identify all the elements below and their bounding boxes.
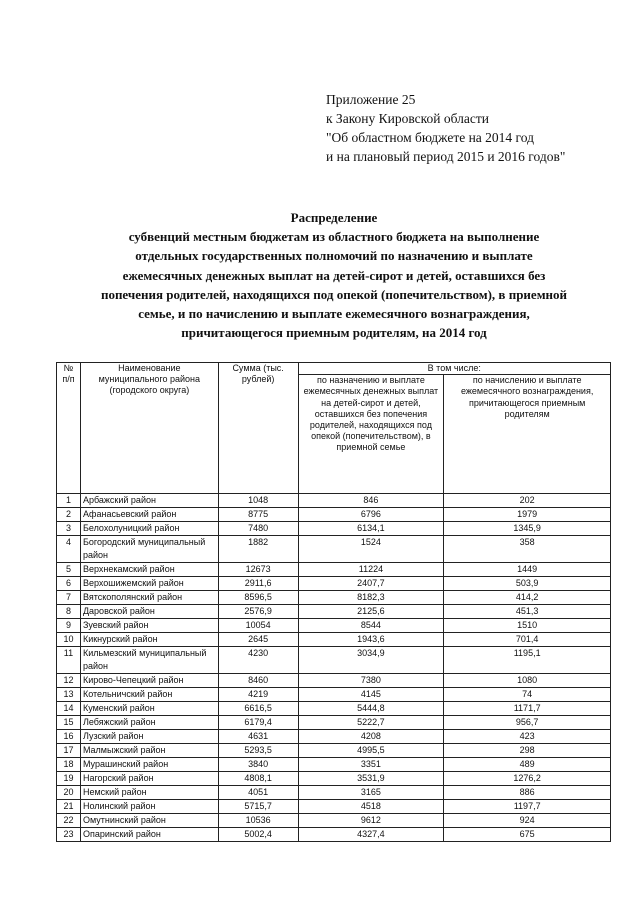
orphan-payments-value: 6796 (298, 508, 444, 522)
table-row (57, 814, 611, 828)
orphan-payments-value: 1943,6 (298, 633, 444, 647)
district-name: Немский район (80, 786, 218, 800)
orphan-payments-value: 5444,8 (298, 702, 444, 716)
appendix-block (326, 90, 565, 166)
total-sum: 8460 (218, 674, 298, 688)
orphan-payments-value: 3531,9 (298, 772, 444, 786)
row-number: 11 (57, 647, 81, 674)
row-number: 14 (57, 702, 81, 716)
total-sum: 4230 (218, 647, 298, 674)
total-sum: 10054 (218, 619, 298, 633)
total-sum: 10536 (218, 814, 298, 828)
district-name: Омутнинский район (80, 814, 218, 828)
heading-line-3: отдельных государственных полномочий по назначению и выплате (135, 248, 533, 264)
total-sum: 6179,4 (218, 716, 298, 730)
foster-remuneration-value: 1171,7 (444, 702, 611, 716)
district-name: Белохолуницкий район (80, 522, 218, 536)
foster-remuneration-value: 956,7 (444, 716, 611, 730)
orphan-payments-value: 3034,9 (298, 647, 444, 674)
total-sum: 2645 (218, 633, 298, 647)
row-number: 22 (57, 814, 81, 828)
total-sum: 8596,5 (218, 591, 298, 605)
district-name: Богородский муниципальный район (80, 536, 218, 563)
table-row (57, 591, 611, 605)
foster-remuneration-value: 1510 (444, 619, 611, 633)
foster-remuneration-value: 423 (444, 730, 611, 744)
table-body (57, 494, 611, 842)
district-name: Нолинский район (80, 800, 218, 814)
orphan-payments-value: 4208 (298, 730, 444, 744)
orphan-payments-value: 3351 (298, 758, 444, 772)
foster-remuneration-value: 298 (444, 744, 611, 758)
total-sum: 12673 (218, 563, 298, 577)
total-sum: 4219 (218, 688, 298, 702)
table-row (57, 772, 611, 786)
foster-remuneration-value: 1080 (444, 674, 611, 688)
subvention-table (56, 362, 611, 842)
total-sum: 3840 (218, 758, 298, 772)
district-name: Даровской район (80, 605, 218, 619)
foster-remuneration-value: 202 (444, 494, 611, 508)
district-name: Лебяжский район (80, 716, 218, 730)
foster-remuneration-value: 451,3 (444, 605, 611, 619)
foster-remuneration-value: 675 (444, 828, 611, 842)
header-foster-remuneration: по начислению и выплате ежемесячного вознаграждения, причитающегося приемным родителям (444, 375, 611, 494)
district-name: Верхнекамский район (80, 563, 218, 577)
foster-remuneration-value: 414,2 (444, 591, 611, 605)
district-name: Куменский район (80, 702, 218, 716)
foster-remuneration-value: 1276,2 (444, 772, 611, 786)
header-orphan-payments: по назначению и выплате ежемесячных денежных выплат на детей-сирот и детей, оставшихся без попечения родителей, находящихся под опекой (попечительством), в приемной семье (298, 375, 444, 494)
district-name: Зуевский район (80, 619, 218, 633)
total-sum: 5293,5 (218, 744, 298, 758)
foster-remuneration-value: 701,4 (444, 633, 611, 647)
heading-line-7: причитающегося приемным родителям, на 2014 год (181, 325, 487, 341)
header-name: Наименование муниципального района (городского округа) (80, 363, 218, 494)
foster-remuneration-value: 1449 (444, 563, 611, 577)
orphan-payments-value: 5222,7 (298, 716, 444, 730)
table-row (57, 563, 611, 577)
row-number: 9 (57, 619, 81, 633)
foster-remuneration-value: 1197,7 (444, 800, 611, 814)
table-row (57, 647, 611, 674)
table-row (57, 828, 611, 842)
orphan-payments-value: 7380 (298, 674, 444, 688)
appendix-line-2: к Закону Кировской области (326, 111, 490, 126)
table-row (57, 674, 611, 688)
table-row (57, 577, 611, 591)
table-row (57, 730, 611, 744)
table-row (57, 619, 611, 633)
row-number: 6 (57, 577, 81, 591)
district-name: Верхошижемский район (80, 577, 218, 591)
table-row (57, 758, 611, 772)
table-row (57, 605, 611, 619)
district-name: Кирово-Чепецкий район (80, 674, 218, 688)
foster-remuneration-value: 886 (444, 786, 611, 800)
appendix-line-3: "Об областном бюджете на 2014 год (326, 130, 534, 145)
header-number: № п/п (57, 363, 81, 494)
header-row (57, 363, 611, 375)
row-number: 2 (57, 508, 81, 522)
total-sum: 6616,5 (218, 702, 298, 716)
row-number: 20 (57, 786, 81, 800)
table-row (57, 522, 611, 536)
orphan-payments-value: 2407,7 (298, 577, 444, 591)
total-sum: 7480 (218, 522, 298, 536)
district-name: Лузский район (80, 730, 218, 744)
total-sum: 1048 (218, 494, 298, 508)
row-number: 7 (57, 591, 81, 605)
orphan-payments-value: 4327,4 (298, 828, 444, 842)
row-number: 12 (57, 674, 81, 688)
foster-remuneration-value: 1345,9 (444, 522, 611, 536)
table-row (57, 536, 611, 563)
total-sum: 4808,1 (218, 772, 298, 786)
table-row (57, 633, 611, 647)
heading-line-2: субвенций местным бюджетам из областного бюджета на выполнение (128, 229, 540, 245)
header-including: В том числе: (298, 363, 610, 375)
foster-remuneration-value: 924 (444, 814, 611, 828)
orphan-payments-value: 3165 (298, 786, 444, 800)
total-sum: 5715,7 (218, 800, 298, 814)
district-name: Нагорский район (80, 772, 218, 786)
appendix-line-1: Приложение 25 (326, 92, 416, 107)
total-sum: 2576,9 (218, 605, 298, 619)
district-name: Малмыжский район (80, 744, 218, 758)
orphan-payments-value: 4995,5 (298, 744, 444, 758)
row-number: 13 (57, 688, 81, 702)
total-sum: 5002,4 (218, 828, 298, 842)
district-name: Кикнурский район (80, 633, 218, 647)
row-number: 10 (57, 633, 81, 647)
table-row (57, 702, 611, 716)
row-number: 21 (57, 800, 81, 814)
orphan-payments-value: 9612 (298, 814, 444, 828)
district-name: Афанасьевский район (80, 508, 218, 522)
table-row (57, 744, 611, 758)
row-number: 3 (57, 522, 81, 536)
table-row (57, 786, 611, 800)
total-sum: 2911,6 (218, 577, 298, 591)
total-sum: 8775 (218, 508, 298, 522)
orphan-payments-value: 1524 (298, 536, 444, 563)
heading-line-6: семье, и по начислению и выплате ежемесячного вознаграждения, (138, 306, 530, 322)
total-sum: 4051 (218, 786, 298, 800)
orphan-payments-value: 8544 (298, 619, 444, 633)
row-number: 8 (57, 605, 81, 619)
district-name: Мурашинский район (80, 758, 218, 772)
foster-remuneration-value: 1979 (444, 508, 611, 522)
foster-remuneration-value: 489 (444, 758, 611, 772)
orphan-payments-value: 11224 (298, 563, 444, 577)
orphan-payments-value: 4145 (298, 688, 444, 702)
foster-remuneration-value: 74 (444, 688, 611, 702)
row-number: 15 (57, 716, 81, 730)
heading-line-1: Распределение (290, 210, 378, 225)
orphan-payments-value: 846 (298, 494, 444, 508)
row-number: 17 (57, 744, 81, 758)
table-row (57, 800, 611, 814)
row-number: 1 (57, 494, 81, 508)
district-name: Арбажский район (80, 494, 218, 508)
table-row (57, 508, 611, 522)
row-number: 5 (57, 563, 81, 577)
header-sum: Сумма (тыс. рублей) (218, 363, 298, 494)
district-name: Кильмезский муниципальный район (80, 647, 218, 674)
row-number: 23 (57, 828, 81, 842)
table-row (57, 494, 611, 508)
row-number: 16 (57, 730, 81, 744)
orphan-payments-value: 4518 (298, 800, 444, 814)
foster-remuneration-value: 1195,1 (444, 647, 611, 674)
district-name: Котельничский район (80, 688, 218, 702)
table-row (57, 688, 611, 702)
orphan-payments-value: 8182,3 (298, 591, 444, 605)
district-name: Вятскополянский район (80, 591, 218, 605)
row-number: 18 (57, 758, 81, 772)
heading-line-5: попечения родителей, находящихся под опекой (попечительством), в приемной (100, 286, 568, 302)
total-sum: 1882 (218, 536, 298, 563)
foster-remuneration-value: 358 (444, 536, 611, 563)
orphan-payments-value: 6134,1 (298, 522, 444, 536)
table-row (57, 716, 611, 730)
document-heading (56, 208, 612, 342)
appendix-line-4: и на плановый период 2015 и 2016 годов" (326, 149, 566, 164)
district-name: Опаринский район (80, 828, 218, 842)
row-number: 4 (57, 536, 81, 563)
heading-line-4: ежемесячных денежных выплат на детей-сирот и детей, оставшихся без (122, 267, 546, 283)
foster-remuneration-value: 503,9 (444, 577, 611, 591)
total-sum: 4631 (218, 730, 298, 744)
orphan-payments-value: 2125,6 (298, 605, 444, 619)
row-number: 19 (57, 772, 81, 786)
